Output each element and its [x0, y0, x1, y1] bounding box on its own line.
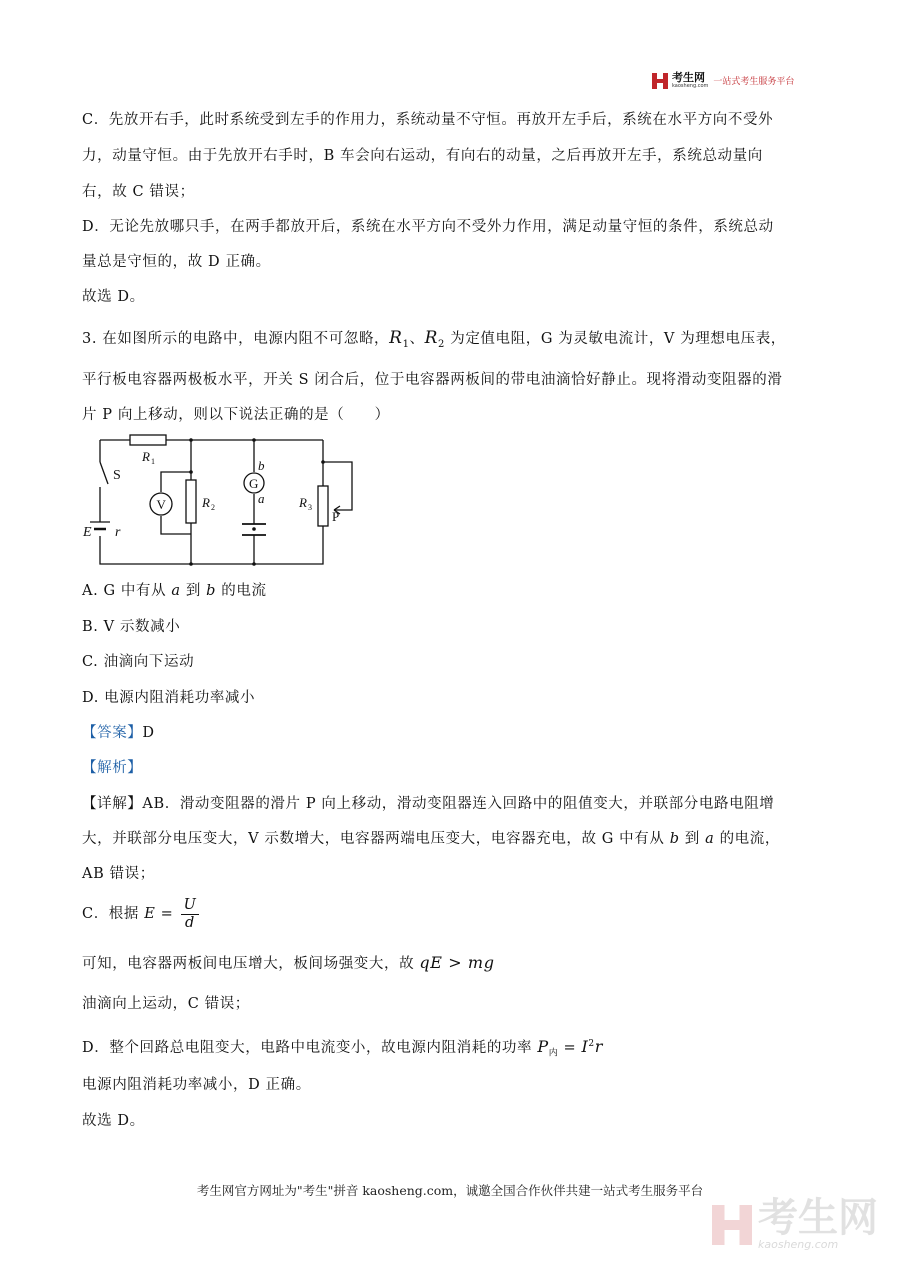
detail-tag: 【详解】 — [82, 796, 143, 812]
junction-dot — [321, 460, 325, 464]
fraction-u-over-d: $\frac{U}{d}$ — [181, 897, 200, 932]
option-d: D. 电源内阻消耗功率减小 — [82, 690, 256, 706]
brand-url: kaosheng.com — [672, 83, 709, 89]
label-r: r — [115, 525, 121, 540]
option-c: C. 油滴向下运动 — [82, 654, 195, 670]
label-e: E — [83, 525, 92, 540]
question-line-2: 平行板电容器两极板水平，开关 S 闭合后，位于电容器两板间的带电油滴恰好静止。现将滑动变阻器的滑 — [82, 372, 783, 388]
prev-conclusion: 故选 D。 — [82, 289, 145, 305]
junction-dot — [252, 438, 256, 442]
junction-dot — [252, 562, 256, 566]
junction-dot — [189, 470, 193, 474]
label-b: b — [258, 458, 265, 473]
question-line-1: 3. 在如图所示的电路中，电源内阻不可忽略，$R_1$、$R_2$ 为定值电阻，G 为灵敏电流计，V 为理想电压表， — [82, 328, 786, 350]
detail-c-line-3: 油滴向上运动，C 错误； — [82, 996, 250, 1012]
wire-left — [100, 440, 323, 564]
watermark — [712, 1195, 878, 1251]
label-v: V — [156, 497, 166, 512]
label-r2-sub: 2 — [211, 503, 215, 512]
header-logo — [652, 72, 794, 89]
label-s: S — [113, 468, 121, 483]
watermark-logo-icon — [712, 1203, 752, 1247]
label-r3: R — [299, 495, 307, 510]
answer-line — [82, 723, 155, 743]
detail-d-line-1: D．整个回路总电阻变大，电路中电流变小，故电源内阻消耗的功率 $P_内 = I^2r$ — [82, 1036, 603, 1059]
rheostat-r3 — [318, 486, 328, 526]
watermark-url: kaosheng.com — [758, 1238, 839, 1251]
label-p: P — [332, 509, 340, 524]
page-footer: 考生网官方网址为"考生"拼音 kaosheng.com，诚邀全国合作伙伴共建一站式考生服务平台 — [196, 1183, 704, 1198]
answer-tag: 【答案】 — [82, 725, 143, 741]
detail-line-2: 大，并联部分电压变大，V 示数增大，电容器两端电压变大，电容器充电，故 G 中有从 b 到 a 的电流， — [82, 831, 780, 847]
detail-conclusion: 故选 D。 — [82, 1113, 145, 1129]
prev-d-line-1: D．无论先放哪只手，在两手都放开后，系统在水平方向不受外力作用，满足动量守恒的条件，系统总动 — [82, 219, 774, 235]
prev-c-line-3: 右，故 C 错误； — [82, 184, 195, 200]
question-line-3: 片 P 向上移动，则以下说法正确的是（ ） — [82, 407, 390, 423]
prev-c-line-1: C．先放开右手，此时系统受到左手的作用力，系统动量不守恒。再放开左手后，系统在水平方向不受外 — [82, 112, 774, 128]
switch-s-blade — [100, 462, 108, 484]
watermark-brand: 考生网 — [758, 1195, 878, 1241]
circuit-diagram — [78, 432, 368, 572]
oil-drop — [252, 527, 256, 531]
option-a: A. G 中有从 a 到 b 的电流 — [82, 583, 267, 599]
analysis-tag: 【解析】 — [82, 760, 143, 776]
label-r3-sub: 3 — [308, 503, 312, 512]
label-r1-sub: 1 — [151, 457, 155, 466]
label-a: a — [258, 491, 265, 506]
brand-name: 考生网 — [672, 71, 705, 84]
resistor-r1 — [130, 435, 166, 445]
detail-d-line-2: 电源内阻消耗功率减小，D 正确。 — [82, 1077, 311, 1093]
prev-d-line-2: 量总是守恒的，故 D 正确。 — [82, 254, 271, 270]
answer-value: D — [142, 725, 155, 741]
junction-dot — [189, 562, 193, 566]
kaosheng-logo-icon — [652, 73, 668, 89]
junction-dot — [189, 438, 193, 442]
detail-c-formula: C．根据 E = $\frac{U}{d}$ — [82, 894, 199, 934]
detail-c-line-2: 可知，电容器两板间电压增大，板间场强变大，故 qE > mg — [82, 953, 495, 972]
header-slogan: 一站式考生服务平台 — [713, 77, 795, 87]
prev-c-line-2: 力，动量守恒。由于先放开右手时，B 车会向右运动，有向右的动量，之后再放开左手，系统总动量向 — [82, 148, 763, 164]
option-b: B. V 示数减小 — [82, 619, 181, 635]
label-g: G — [249, 476, 259, 491]
label-r1: R — [142, 449, 150, 464]
detail-line-1: 【详解】AB．滑动变阻器的滑片 P 向上移动，滑动变阻器连入回路中的阻值变大，并联部分电路电阻增 — [82, 796, 775, 812]
detail-line-3: AB 错误； — [82, 866, 155, 882]
label-r2: R — [202, 495, 210, 510]
resistor-r2 — [186, 480, 196, 523]
